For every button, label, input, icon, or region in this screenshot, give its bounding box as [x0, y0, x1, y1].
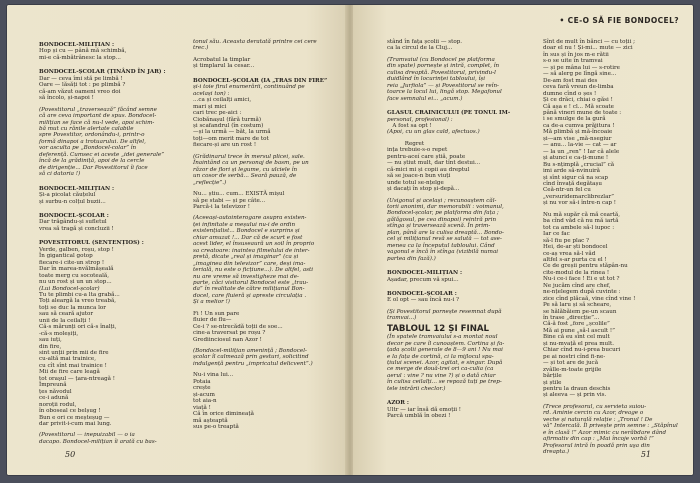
verse-line: să se joace-n bun viuți [387, 173, 451, 180]
verse-line: tot aia-n [193, 398, 217, 405]
stage-direction-line: (Grădinarul trece în mersul plicei, sale. [193, 153, 305, 160]
verse-line: Oare — lăsăți tot : pe plimbă ? [39, 82, 126, 89]
stage-direction-line: (Usigonul și același ; recunoaștem căl- [387, 197, 497, 204]
stage-direction-line: aerul : vine ? nu vine ?) și o dată chiar [387, 372, 496, 379]
verse-line: nu un rost și un un stop... [39, 279, 112, 286]
verse-line: Bine că eu sînt cel mult [543, 334, 610, 341]
verse-line: ința trebuie-s-o repet [387, 147, 448, 154]
stage-direction-line: veche și naturală relație : „Tronul ! De [543, 416, 653, 423]
right-page [353, 5, 693, 475]
stage-direction-line: toarce la locul lui, lingă stop. Megafonul [387, 89, 502, 96]
verse-line: Sînt de mult în bănci — cu toții ; [543, 39, 636, 45]
left-page-number: 50 [65, 450, 76, 459]
stage-direction-line: (Și Povestitorul pornește resemnat după [387, 308, 502, 315]
verse-line: stând în fața școlii — stop. [387, 39, 463, 45]
verse-line: — nu știut mult, dar tînt destui... [387, 160, 481, 167]
stage-direction-line: răzor de flori și legume, cu ulciele în [193, 166, 298, 173]
verse-line: din fire, [39, 343, 62, 350]
verse-line: cite-modul de la rinea ! [543, 269, 610, 276]
verse-line: zvâlle-m-toate grijile [543, 366, 602, 373]
stage-direction-line: partea din fază).) [387, 255, 436, 262]
verse-line: zice cînd plăcaă, vine cînd vine ! [543, 295, 636, 302]
verse-line: —și la urmă — băt, la urmă [193, 129, 271, 136]
verse-line: Dar trăgându-și sufletul [39, 219, 107, 226]
speaker-name: BONDOCEL-MILIȚIAN : [387, 270, 463, 277]
stage-direction-line: milițian se face că nu-l vede, apoi schim- [39, 119, 155, 126]
line-gap [39, 178, 189, 183]
verse-line: Potaia [193, 378, 211, 385]
verse-line: ca la circul de la Cluj... [387, 45, 453, 52]
stage-direction-line: rd. Aminie cercin cu Azor, dreage o [543, 410, 644, 417]
stage-direction-line: dreapta.) [543, 449, 570, 456]
verse-line: Parcă-i la televizor ! [193, 203, 250, 210]
right-page-column-1 [387, 39, 537, 420]
verse-line: Nu-i ce-i face ! Ei e ut tot ? [543, 276, 620, 283]
verse-line: — și tot are de jucă [543, 360, 599, 367]
stage-direction-line: e în clasă !” Azor mimic cu nerăbdare dând [543, 429, 667, 436]
verse-line: se hălăbăiem pe-un scaun [543, 308, 617, 315]
stage-direction-line: vagonul e încă în stînga (vizibilă numai [387, 249, 499, 256]
right-page-column-2 [543, 39, 693, 456]
stage-direction-line: deferență. Cumsec ei aceste „idei generale” [39, 151, 165, 158]
left-page-column-1 [39, 39, 189, 445]
verse-line: unii de la ceilalți ! [39, 317, 91, 324]
verse-line: Nu-i vina lui... [193, 372, 234, 379]
stage-direction-line: duidlând în locurinței tabloului, își [387, 76, 485, 83]
line-gap [193, 70, 343, 75]
verse-line: pentru la draun deschis [543, 386, 611, 393]
stage-direction-line: bă mut cu rănile alertate calabile [39, 125, 134, 132]
stage-direction-line: (Bondocel-milițian amenință ; Bondocel- [193, 348, 307, 355]
stage-direction-line: (Aceeași-autointerogare asupra existen- [193, 215, 307, 222]
verse-line: E ol opt — sau încă nu-i ? [387, 297, 460, 304]
verse-line: -că-s moleșiți, [39, 330, 79, 337]
verse-line: Hei, de-ar ști bondocel [543, 244, 608, 251]
stage-direction-line: școlar îl calmează prin gesturi, solicitind [193, 354, 309, 361]
verse-line: mari și mici [193, 103, 227, 110]
verse-line: De-am fost mai des [543, 77, 598, 84]
stage-direction-line: Bondocel-școlar, pe platforma din fața ; [387, 210, 499, 217]
stage-direction-line: ței infinitate a meșului nu-i de ordin [193, 221, 296, 228]
verse-line: bărțile [543, 373, 562, 380]
verse-line: sau iuți, [39, 337, 62, 344]
speaker-name: BONDOCEL-MILIȚIAN : [39, 42, 115, 48]
verse-line: — la un „ren” ! Iar că alele [543, 148, 620, 155]
stage-direction-line: gălăgosul, pe cea dinapoi) reintră prin [387, 216, 497, 223]
verse-line: Dar — ceva îmi stă pe limbă ! [39, 75, 123, 82]
stage-direction-line: acest lider, el însuseaură un soil în proprio [193, 241, 315, 248]
verse-line: tot oraşul — țara-ntreagă ! [39, 375, 116, 382]
stage-direction-line: spre Povestitor, ordonându-i, printr-o [39, 132, 145, 139]
stage-direction-line: parte, căci visitorul Bondocel este „trau- [193, 279, 309, 286]
verse-line: Nu mă supăr că mă ceartă, [543, 211, 621, 218]
verse-line: fiecare-i cite-un strop ! [39, 259, 105, 266]
verse-line: în sus și în jos m-e rătii [543, 51, 609, 58]
verse-line: i se smulge de la gură [543, 116, 606, 123]
stage-direction-line: trec.) [193, 45, 209, 52]
verse-line: și atunci e ca-ți-mune ! [543, 155, 609, 162]
verse-line: până vineri mune de toate : [543, 109, 622, 116]
stage-direction-line: tele intrării checlor.) [387, 385, 446, 392]
verse-line: că-am văzut oameni vreo doi [39, 88, 121, 95]
section-title: TABLOUL 12 ȘI FINAL [387, 323, 490, 334]
stage-direction-line: țiului scenei. Azor, agitat, e singur. După [387, 360, 503, 367]
stage-direction-line: (Lui Bondocel-școlar) [39, 285, 100, 292]
stage-direction-line: decor pe care îl cunoaștem. Cortina și fa- [387, 340, 505, 347]
verse-line: Chiar cînd nu-i-prea bucuri [543, 347, 621, 354]
verse-line: Regret [387, 140, 425, 147]
line-gap [387, 283, 537, 288]
verse-line: Că în orice dimineață [193, 411, 254, 418]
verse-line: ne-nțelegem după cuvinte : [543, 289, 621, 296]
verse-line: că-mici mi și copii au dreptul [387, 166, 470, 173]
left-page-column-2 [193, 39, 343, 430]
stage-direction-line: chiar amuzat !... Dar că de scurt e fost [193, 234, 303, 241]
verse-line: Bu s-nțimplă „crucial” că [543, 161, 615, 168]
verse-line: viață ! [193, 404, 211, 411]
verse-line: în oboseal ce belșug ! [39, 408, 101, 415]
line-gap [387, 392, 537, 397]
book-spread [7, 5, 693, 475]
verse-line: și—am vise „mă-nsegiur [543, 135, 612, 142]
speaker-name: BONDOCEL-ȘCOLAR : [39, 212, 109, 219]
speaker-name: BONDOCEL-MILIȚIAN : [39, 185, 115, 192]
verse-line: crește [193, 385, 211, 392]
line-gap [39, 232, 189, 237]
stage-direction-line: dacapo. Bondocel-milițian îi arată cu bas- [39, 438, 157, 445]
verse-line: și aleeva — și prin vis. [543, 392, 607, 399]
speaker-name: AZOR : [387, 400, 409, 407]
verse-line: ...ca și ceilalți amici, [193, 97, 252, 104]
stage-direction-line: (Povestitorul „traversează” făcând semne [39, 106, 157, 113]
verse-line: cînd învață degătașu [543, 180, 602, 187]
speaker-name: BONDOCEL-ȘCOLAR (IA „TRAS DIN FIRE” [193, 77, 328, 84]
stage-direction-line: tonul său. Aceasta deratată printre cei cere [193, 39, 317, 45]
stage-direction-line: culisa dreaptă. Povestitorul, privindu-l [387, 69, 496, 76]
stage-direction-line: da” în realitate de către milițianul Bon- [193, 286, 305, 293]
right-page-number: 51 [640, 450, 651, 459]
verse-line: Așadar, precum vă spui... [387, 276, 459, 283]
verse-line: Dar în marea-nvălmășeală [39, 266, 114, 273]
verse-line: toate merg cu socoteală, [39, 272, 109, 279]
verse-line: Ceă-ntr-un fel cu [543, 187, 591, 194]
verse-line: Că-ă fost „fore „școlile” [543, 321, 610, 328]
stage-direction-line: formă dinapoi a trotuarului. De altfel, [39, 138, 146, 145]
verse-line: Acrobatul la timplar [193, 56, 251, 63]
stage-direction-line: că are ceva important de spus. Bondocel- [39, 113, 157, 120]
verse-line: să pe stabi — și pe câte... [193, 197, 266, 204]
stage-direction-line: (Povestitorul — inepuizabil — o ia [39, 432, 135, 439]
verse-line: altfel s-ar purta cu el ! [543, 256, 607, 263]
verse-line: ce-i adună [39, 395, 69, 402]
verse-line: mi-e că-mbătrânesc la stop... [39, 54, 121, 61]
verse-line: și dacați în stop și-depă... [387, 186, 460, 193]
stage-direction-line: să ci datoria !) [39, 171, 81, 178]
stage-direction-line: (Apoi, cu un glas cald, afectuos.) [387, 129, 480, 136]
verse-line: „versuridemarclibrezlar” [543, 193, 614, 200]
line-gap [387, 102, 537, 107]
verse-line: Nu... știu... cum... EXISTĂ mișul [193, 191, 285, 198]
verse-line: unde totul se-nțelge [387, 179, 444, 186]
verse-line: Verde, galben, roșu, stop ! [39, 246, 114, 253]
verse-line: imi arde să-nvinuiră [543, 168, 600, 175]
stage-direction-line: Înaintând ca un personaj de basm, pe un [193, 160, 309, 167]
verse-line: Tu te plimbi cu-a lta grabă... [39, 291, 120, 298]
verse-line: Și-a picolat căuțelul [39, 192, 96, 199]
verse-line: dar privit-i-cum mai lung. [39, 421, 112, 428]
stage-direction-line: ce merge de două-trei ori ca-culia (ca [387, 366, 494, 373]
stage-direction-line: nu are vreme să investigheze mai de- [193, 273, 299, 280]
speaker-name: GLASUL CRAINICULUI (PE TONUL IM- [387, 110, 511, 117]
stage-direction-line: docel, care fluieră și apreste circulația . [193, 292, 307, 299]
speaker-name: BONDOCEL-ȘCOLAR : [387, 290, 457, 297]
stage-direction-line: afirmativ din cap : „Mai încoje vorbă !” [543, 436, 654, 443]
stage-direction-line: sa creatoare: inaintea filmelului de inter- [193, 247, 310, 254]
verse-line: și sînt sigur că na scap [543, 174, 608, 181]
verse-line: Mă ai pune „să-l ascult !” [543, 327, 616, 334]
verse-line: Pe să laru și să scheare, [543, 302, 612, 309]
stage-direction-line: terială, nu este o ficțiune...). De altfel, asti [193, 267, 314, 274]
verse-line: Grediinciosul nan Azor ! [193, 336, 262, 343]
stage-direction-line: același ton) : [193, 90, 230, 97]
verse-line: Iar ce fac [543, 231, 570, 238]
verse-line: dumne cînd o șes ! [543, 90, 597, 97]
verse-line: Ciobănașul (fără turmă) [193, 116, 262, 123]
verse-line: Ne jucăm cînd are chef, [543, 282, 611, 289]
stage-direction-line: menea ca la începutul tabloului. Când [387, 242, 495, 249]
verse-line: și timplarul la cesar... [193, 63, 255, 70]
verse-line: și scafandrul (în costum) [193, 122, 264, 129]
verse-line: fluier de flu— [193, 317, 232, 324]
verse-line: A fost sa opt ! [387, 122, 432, 129]
stage-direction-line: (În spatele tramvaiului s-a montat noul [387, 334, 498, 341]
verse-line: s-o se uite în tramvai [543, 58, 603, 65]
verse-line: Ce-i ? se-ntrecădă toții de soe... [193, 323, 283, 330]
running-header: • CE-O SĂ FIE BONDOCEL? [559, 16, 679, 25]
verse-line: sau să ceară ajutor [39, 311, 94, 318]
verse-line: Mii de fire care leagă [39, 369, 100, 376]
verse-line: ba cînd văd că nu mă iartă [543, 218, 619, 225]
stage-direction-line: în culisa ceilalți... se repoză tuți pe trep- [387, 379, 502, 386]
verse-line: ce-aș vrea să-l văd [543, 250, 596, 257]
verse-line: Ce de greșii pentru stăpân-nu [543, 263, 628, 270]
verse-line: mă așteaptă [193, 417, 228, 424]
verse-line: cari trec pe-aici : [193, 110, 242, 117]
verse-line: pe ai nostri cînd fi-ne- [543, 353, 606, 360]
verse-line: Și ce drăci, chiai o găsi ! [543, 97, 613, 104]
verse-line: Ultr — iar însă dă emoții ! [387, 406, 462, 413]
verse-line: ca de-a cumva prăjitura ! [543, 122, 615, 129]
verse-line: și nu vor să-i între-n cap ! [543, 200, 617, 207]
verse-line: să-l fiu pe plac ? [543, 237, 590, 244]
stage-direction-line: țada școlii generale de 8—9 ani ! Nu mai [387, 347, 503, 354]
stage-direction-line: reia „Jurfiola” — și Povestitorul se reîn- [387, 82, 499, 89]
stage-direction-line: personal, profesional) : [387, 116, 453, 123]
verse-line: cu cît sînt mai trainice ! [39, 362, 107, 369]
stage-direction-line: Și a melior !) [193, 299, 230, 306]
stage-direction-line: vor asculta pe „Bondocel-colar” în [39, 145, 137, 152]
line-gap [387, 262, 537, 267]
stage-direction-line: un cosor de serbă... Seară pauză, de [193, 173, 297, 180]
stage-direction-line: (Tramvaiul (cu Bondocel pe platforma [387, 56, 495, 63]
verse-line: vrea să tragă și concluzii ! [39, 225, 114, 232]
verse-line: — și pe mâna lui — s-rotire [543, 64, 620, 71]
verse-line: pentru-aceí care știă, poate [387, 153, 466, 160]
stage-direction-line: existențialist... Bondocel e surprins și [193, 228, 300, 235]
stage-direction-line: „reflecție”.) [193, 179, 227, 186]
verse-line: și-acum [193, 391, 215, 398]
left-page [7, 5, 347, 475]
stage-direction-line: din spate) pornește și intră, complet, în [387, 63, 500, 70]
verse-line: Fi ! Un sun pare [193, 310, 240, 317]
line-gap [39, 61, 189, 66]
verse-line: Hop și cu — până mă schimbă, [39, 48, 127, 55]
verse-line: în trase „direcție”... [543, 315, 600, 322]
stage-direction-line: stînga și traversează scenă. În prim- [387, 223, 491, 230]
stage-direction-line: (Trece profesorul, cu servieta suiou- [543, 403, 647, 410]
verse-line: Toți aleargă la vreo treabă, [39, 298, 117, 305]
stage-direction-line: pretă, dicate „real și imaginar” (ca și [193, 254, 299, 261]
stage-direction-line: torii anonimi, dar memorabili : voimanul, [387, 203, 504, 210]
stage-direction-line: tramvai...) [387, 315, 417, 322]
verse-line: cu-altă mai trainice, [39, 356, 96, 363]
verse-line: noroții rodul, [39, 401, 77, 408]
verse-line: și știle [543, 379, 562, 386]
verse-line: — anu... la-vie — cat — ar [543, 142, 617, 149]
stage-direction-line: „imaginea din televizor” care, deși ima- [193, 260, 306, 267]
verse-line: doar el nu ! Și-mi... mute — zici [543, 45, 633, 52]
speaker-name: BONDOCEL-ȘCOLAR (ȚINÂND ÎN JAR) : [39, 69, 166, 76]
stage-direction-line: cel și milițianul revă se salută — tot ase- [387, 236, 502, 243]
verse-line: Parcă umblă în obezi ! [387, 413, 451, 420]
verse-line: cine-a traversat pe roșu ? [193, 330, 266, 337]
stage-direction-line: încă de la grădiniță, apoi de la cercle [39, 158, 145, 165]
verse-line: Bun e ori ce meșteșug — [39, 414, 110, 421]
stage-direction-line: Profesorul intră în poadă prin uşa din [543, 442, 650, 449]
stage-direction-line: vă” Intercală. Îl privește prin semne : „Stăpînul [543, 423, 678, 430]
verse-line: În gigantical gotop [39, 253, 93, 260]
verse-line: Mă plimbă și mă-încoaie [543, 129, 613, 136]
verse-line: Împreună [39, 382, 67, 389]
verse-line: Că așa e ! cl... Mă scoate [543, 103, 614, 110]
verse-line: să încolo, și-napoi ! [39, 95, 94, 102]
verse-line: sint unții prin mii de fire [39, 350, 109, 357]
verse-line: Că-s mărunți ori că-s înalți, [39, 324, 117, 331]
verse-line: sus pe-o treaptă [193, 424, 239, 431]
verse-line: toți—om merit mare de tot [193, 135, 269, 142]
verse-line: și surbu-n colțul buzii... [39, 198, 106, 205]
stage-direction-line: de dirigenție... Dar Povestitorul îi face [39, 164, 148, 171]
speaker-name: POVESTITORUL (SENTENȚIOS) : [39, 240, 144, 247]
stage-direction-line: indulgență pentru „impricatul delicvent”.) [193, 360, 313, 367]
verse-line: tot ca ambele să-l iupoc : [543, 224, 615, 231]
verse-line: fiecare-și are un rost ! [193, 142, 257, 149]
verse-line: toți se duc la munca lor [39, 304, 106, 311]
stage-direction-line: plan, până are la culisa dreaptă... Bondo- [387, 229, 504, 236]
line-gap [39, 205, 189, 210]
verse-line: țes năvodul [39, 388, 72, 395]
stage-direction-line: și-i toie firul enumerării, continuând pe [193, 84, 305, 91]
verse-line: și nu-mvață el prea mult. [543, 340, 614, 347]
verse-line: ceva fară vreun de-limba [543, 84, 614, 91]
stage-direction-line: face semnalul ei... „acum.) [387, 95, 463, 102]
verse-line: — să alerg pe lîngă sine... [543, 71, 617, 78]
stage-direction-line: e la fața de cortină, ci la mijlocul spa- [387, 353, 494, 360]
